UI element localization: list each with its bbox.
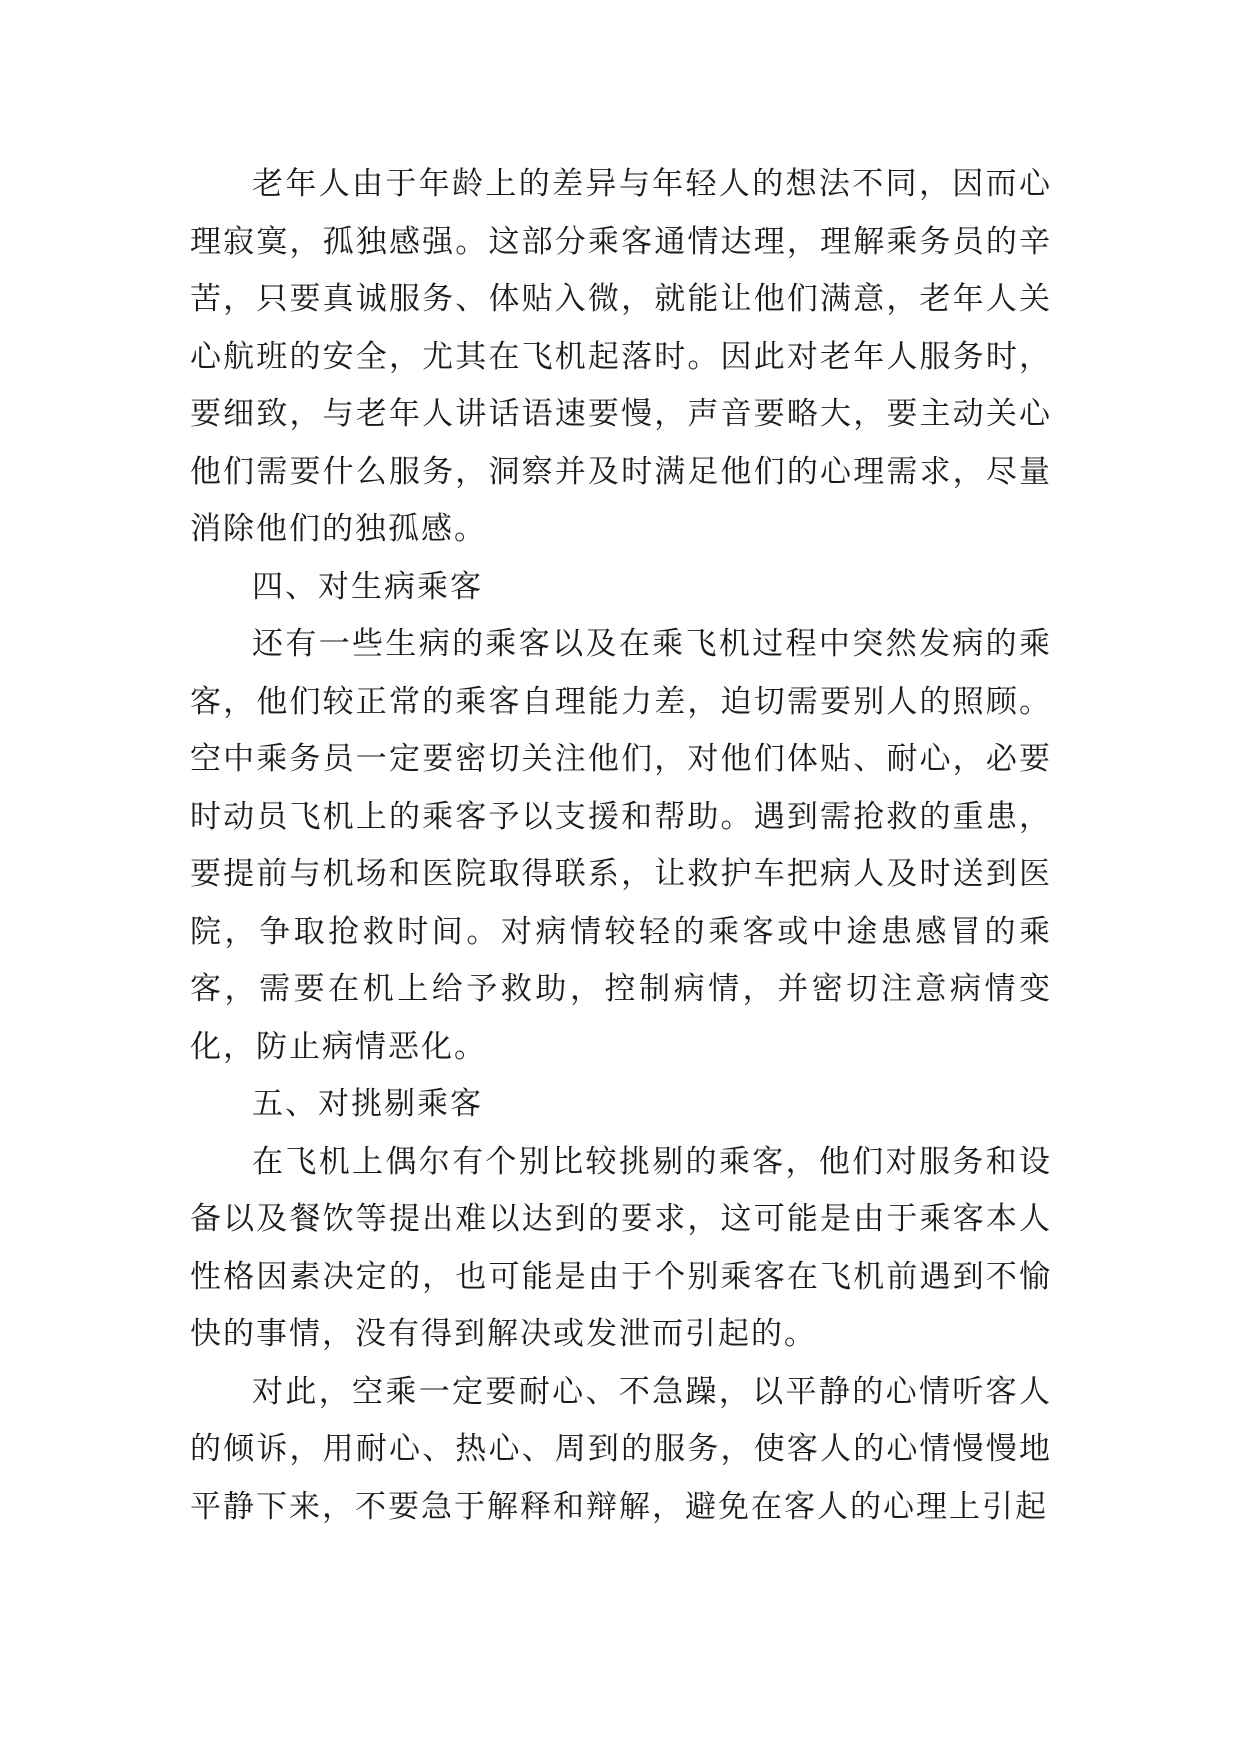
- paragraph-handling-approach: 对此，空乘一定要耐心、不急躁，以平静的心情听客人的倾诉，用耐心、热心、周到的服务，使客人的心情慢慢地平静下来，不要急于解释和辩解，避免在客人的心理上引起: [190, 1373, 1052, 1525]
- paragraph-picky-passengers: 在飞机上偶尔有个别比较挑剔的乘客，他们对服务和设备以及餐饮等提出难以达到的要求，这可能是由于乘客本人性格因素决定的，也可能是由于个别乘客在飞机前遇到不愉快的事情，没有得到解决或发泄而引起的。: [190, 1143, 1052, 1352]
- body-text: [190, 156, 1052, 1536]
- section-heading-sick-passengers: 四、对生病乘客: [252, 568, 483, 605]
- paragraph-elderly-passengers: 老年人由于年龄上的差异与年轻人的想法不同，因而心理寂寞，孤独感强。这部分乘客通情达理，理解乘务员的辛苦，只要真诚服务、体贴入微，就能让他们满意，老年人关心航班的安全，尤其在飞机起落时。因此对老年人服务时，要细致，与老年人讲话语速要慢，声音要略大，要主动关心他们需要什么服务，洞察并及时满足他们的心理需求，尽量消除他们的独孤感。: [190, 166, 1052, 547]
- section-heading-picky-passengers: 五、对挑剔乘客: [252, 1086, 483, 1122]
- paragraph-sick-passengers: 还有一些生病的乘客以及在乘飞机过程中突然发病的乘客，他们较正常的乘客自理能力差，迫切需要别人的照顾。空中乘务员一定要密切关注他们，对他们体贴、耐心，必要时动员飞机上的乘客予以支援和帮助。遇到需抢救的重患，要提前与机场和医院取得联系，让救护车把病人及时送到医院，争取抢救时间。对病情较轻的乘客或中途患感冒的乘客，需要在机上给予救助，控制病情，并密切注意病情变化，防止病情恶化。: [190, 626, 1052, 1065]
